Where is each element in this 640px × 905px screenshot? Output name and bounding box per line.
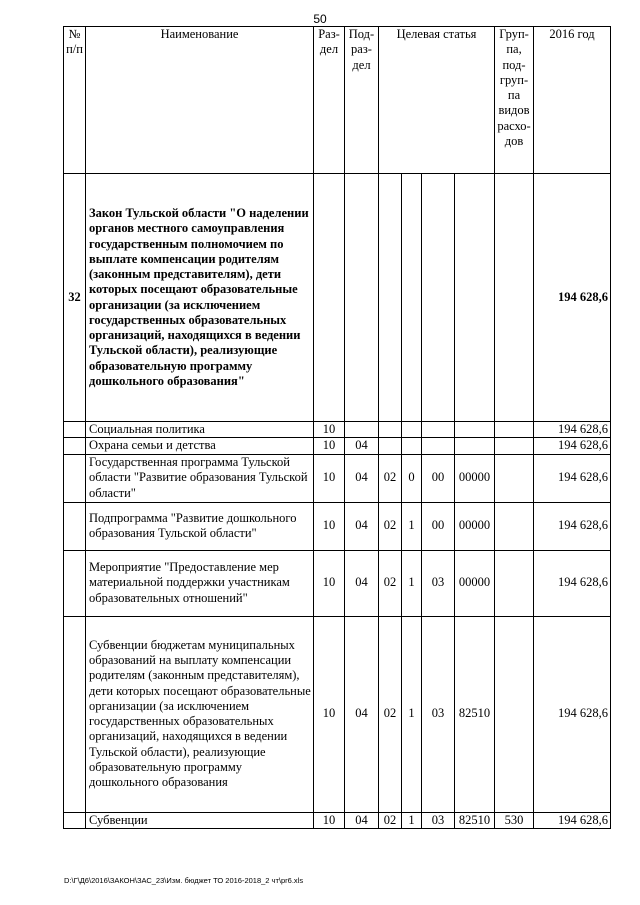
row-target-4 <box>455 422 495 438</box>
row-target-3 <box>422 438 455 454</box>
row-podrazdel: 04 <box>345 502 379 550</box>
file-path-footer: D:\Г\Д6\2016\ЗАКОН\ЗАС_23\Изм. бюджет ТО 2016-2018_2 чт\pr6.xls <box>64 876 304 885</box>
row-podrazdel: 04 <box>345 616 379 812</box>
row-target-2: 1 <box>402 616 422 812</box>
row-target-1: 02 <box>379 502 402 550</box>
row-target-4: 00000 <box>455 454 495 502</box>
row-target-1 <box>379 422 402 438</box>
row-razdel: 10 <box>314 550 345 616</box>
row-group <box>495 422 534 438</box>
header-razdel: Раз-дел <box>314 27 345 174</box>
table-row <box>64 616 611 812</box>
table-row <box>64 454 611 502</box>
law-amount: 194 628,6 <box>534 174 611 422</box>
row-target-1: 02 <box>379 812 402 828</box>
row-amount: 194 628,6 <box>534 422 611 438</box>
row-amount: 194 628,6 <box>534 616 611 812</box>
table-row <box>64 550 611 616</box>
row-razdel: 10 <box>314 438 345 454</box>
table-row <box>64 812 611 828</box>
law-row <box>64 174 611 422</box>
row-amount: 194 628,6 <box>534 812 611 828</box>
row-target-3: 00 <box>422 454 455 502</box>
row-target-4: 82510 <box>455 812 495 828</box>
row-target-2: 1 <box>402 502 422 550</box>
row-razdel: 10 <box>314 616 345 812</box>
row-podrazdel: 04 <box>345 550 379 616</box>
budget-table <box>63 26 611 829</box>
header-podrazdel: Под-раз-дел <box>345 27 379 174</box>
row-razdel: 10 <box>314 502 345 550</box>
row-target-2 <box>402 422 422 438</box>
row-name: Социальная политика <box>86 422 314 438</box>
row-name: Государственная программа Тульской области "Развитие образования Тульской области" <box>86 454 314 502</box>
law-name: Закон Тульской области "О наделении органов местного самоуправления государственным полномочием по выплате компенсации родителям (законным представителям), дети которых посещают образовательные организации (за исключением государственных образовательных организаций, находящихся в ведении Тульской области), реализующие образовательную программу дошкольного образования" <box>86 174 314 422</box>
row-target-4: 00000 <box>455 502 495 550</box>
header-num: № п/п <box>64 27 86 174</box>
row-podrazdel: 04 <box>345 454 379 502</box>
row-podrazdel <box>345 422 379 438</box>
row-name: Подпрограмма "Развитие дошкольного образования Тульской области" <box>86 502 314 550</box>
row-amount: 194 628,6 <box>534 550 611 616</box>
row-group <box>495 550 534 616</box>
row-podrazdel: 04 <box>345 812 379 828</box>
row-target-1: 02 <box>379 550 402 616</box>
row-target-4: 00000 <box>455 550 495 616</box>
header-target: Целевая статья <box>379 27 495 174</box>
row-razdel: 10 <box>314 812 345 828</box>
row-target-4: 82510 <box>455 616 495 812</box>
row-amount: 194 628,6 <box>534 502 611 550</box>
header-group: Груп-па, под-груп-па видов расхо-дов <box>495 27 534 174</box>
header-row <box>64 27 611 174</box>
law-num: 32 <box>64 174 86 422</box>
row-group: 530 <box>495 812 534 828</box>
row-name: Субвенции бюджетам муниципальных образований на выплату компенсации родителям (законным представителям), дети которых посещают образовательные организации (за исключением государственных образовательных организаций, находящихся в ведении Тульской области), реализующие образовательную программу дошкольного образования <box>86 616 314 812</box>
row-target-1: 02 <box>379 454 402 502</box>
row-target-3: 00 <box>422 502 455 550</box>
row-podrazdel: 04 <box>345 438 379 454</box>
header-name: Наименование <box>86 27 314 174</box>
row-razdel: 10 <box>314 422 345 438</box>
row-target-3 <box>422 422 455 438</box>
header-year: 2016 год <box>534 27 611 174</box>
row-name: Мероприятие "Предоставление мер материальной поддержки участникам образовательных отношений" <box>86 550 314 616</box>
row-target-3: 03 <box>422 550 455 616</box>
row-target-3: 03 <box>422 616 455 812</box>
row-name: Охрана семьи и детства <box>86 438 314 454</box>
row-target-4 <box>455 438 495 454</box>
row-group <box>495 502 534 550</box>
row-target-2: 1 <box>402 812 422 828</box>
row-target-2: 1 <box>402 550 422 616</box>
row-target-1 <box>379 438 402 454</box>
table-row <box>64 502 611 550</box>
row-group <box>495 616 534 812</box>
row-amount: 194 628,6 <box>534 438 611 454</box>
row-target-2 <box>402 438 422 454</box>
row-target-3: 03 <box>422 812 455 828</box>
row-name: Субвенции <box>86 812 314 828</box>
row-target-1: 02 <box>379 616 402 812</box>
row-target-2: 0 <box>402 454 422 502</box>
row-group <box>495 438 534 454</box>
table-row <box>64 422 611 438</box>
row-razdel: 10 <box>314 454 345 502</box>
row-amount: 194 628,6 <box>534 454 611 502</box>
table-row <box>64 438 611 454</box>
page-number: 50 <box>313 12 327 26</box>
row-group <box>495 454 534 502</box>
